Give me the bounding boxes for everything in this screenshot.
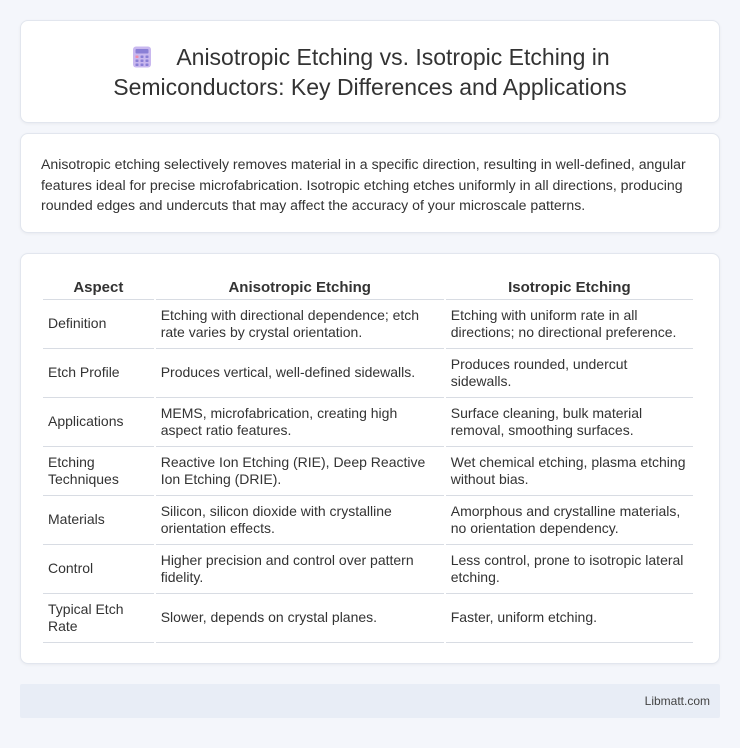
row-aspect-cell: Definition [43, 300, 154, 349]
row-anisotropic-cell: MEMS, microfabrication, creating high aspect ratio features. [156, 398, 444, 447]
row-anisotropic-cell: Reactive Ion Etching (RIE), Deep Reactive Ion Etching (DRIE). [156, 447, 444, 496]
row-isotropic-cell: Etching with uniform rate in all directions; no directional preference. [446, 300, 693, 349]
row-aspect-cell: Etching Techniques [43, 447, 154, 496]
row-anisotropic-cell: Etching with directional dependence; etch rate varies by crystal orientation. [156, 300, 444, 349]
comparison-card [20, 253, 720, 664]
header-anisotropic: Anisotropic Etching [156, 272, 444, 300]
comparison-table [41, 272, 695, 643]
calculator-icon [130, 45, 154, 69]
table-row [43, 349, 693, 398]
row-isotropic-cell: Wet chemical etching, plasma etching without bias. [446, 447, 693, 496]
table-row [43, 496, 693, 545]
row-isotropic-cell: Produces rounded, undercut sidewalls. [446, 349, 693, 398]
row-anisotropic-cell: Produces vertical, well-defined sidewalls. [156, 349, 444, 398]
footer-bar [20, 684, 720, 718]
row-aspect-cell: Materials [43, 496, 154, 545]
row-aspect-cell: Control [43, 545, 154, 594]
header-aspect: Aspect [43, 272, 154, 300]
row-isotropic-cell: Faster, uniform etching. [446, 594, 693, 643]
page-title [51, 42, 689, 102]
table-row [43, 447, 693, 496]
row-anisotropic-cell: Silicon, silicon dioxide with crystalline orientation effects. [156, 496, 444, 545]
row-isotropic-cell: Less control, prone to isotropic lateral etching. [446, 545, 693, 594]
row-anisotropic-cell: Higher precision and control over pattern fidelity. [156, 545, 444, 594]
title-card [20, 20, 720, 123]
row-isotropic-cell: Surface cleaning, bulk material removal, smoothing surfaces. [446, 398, 693, 447]
page-title-text: Anisotropic Etching vs. Isotropic Etching in Semiconductors: Key Differences and Applications [113, 43, 627, 100]
table-header-row [43, 272, 693, 300]
row-aspect-cell: Typical Etch Rate [43, 594, 154, 643]
row-anisotropic-cell: Slower, depends on crystal planes. [156, 594, 444, 643]
header-isotropic: Isotropic Etching [446, 272, 693, 300]
intro-paragraph: Anisotropic etching selectively removes material in a specific direction, resulting in well-defined, angular features ideal for precise microfabrication. Isotropic etching etches uniformly in all directions, producing rounded edges and undercuts that may affect the accuracy of your microscale patterns. [41, 156, 686, 214]
row-aspect-cell: Etch Profile [43, 349, 154, 398]
row-aspect-cell: Applications [43, 398, 154, 447]
footer-brand-link[interactable]: Libmatt.com [644, 694, 710, 708]
row-isotropic-cell: Amorphous and crystalline materials, no orientation dependency. [446, 496, 693, 545]
table-row [43, 300, 693, 349]
intro-card [20, 133, 720, 233]
table-row [43, 594, 693, 643]
table-row [43, 545, 693, 594]
table-row [43, 398, 693, 447]
